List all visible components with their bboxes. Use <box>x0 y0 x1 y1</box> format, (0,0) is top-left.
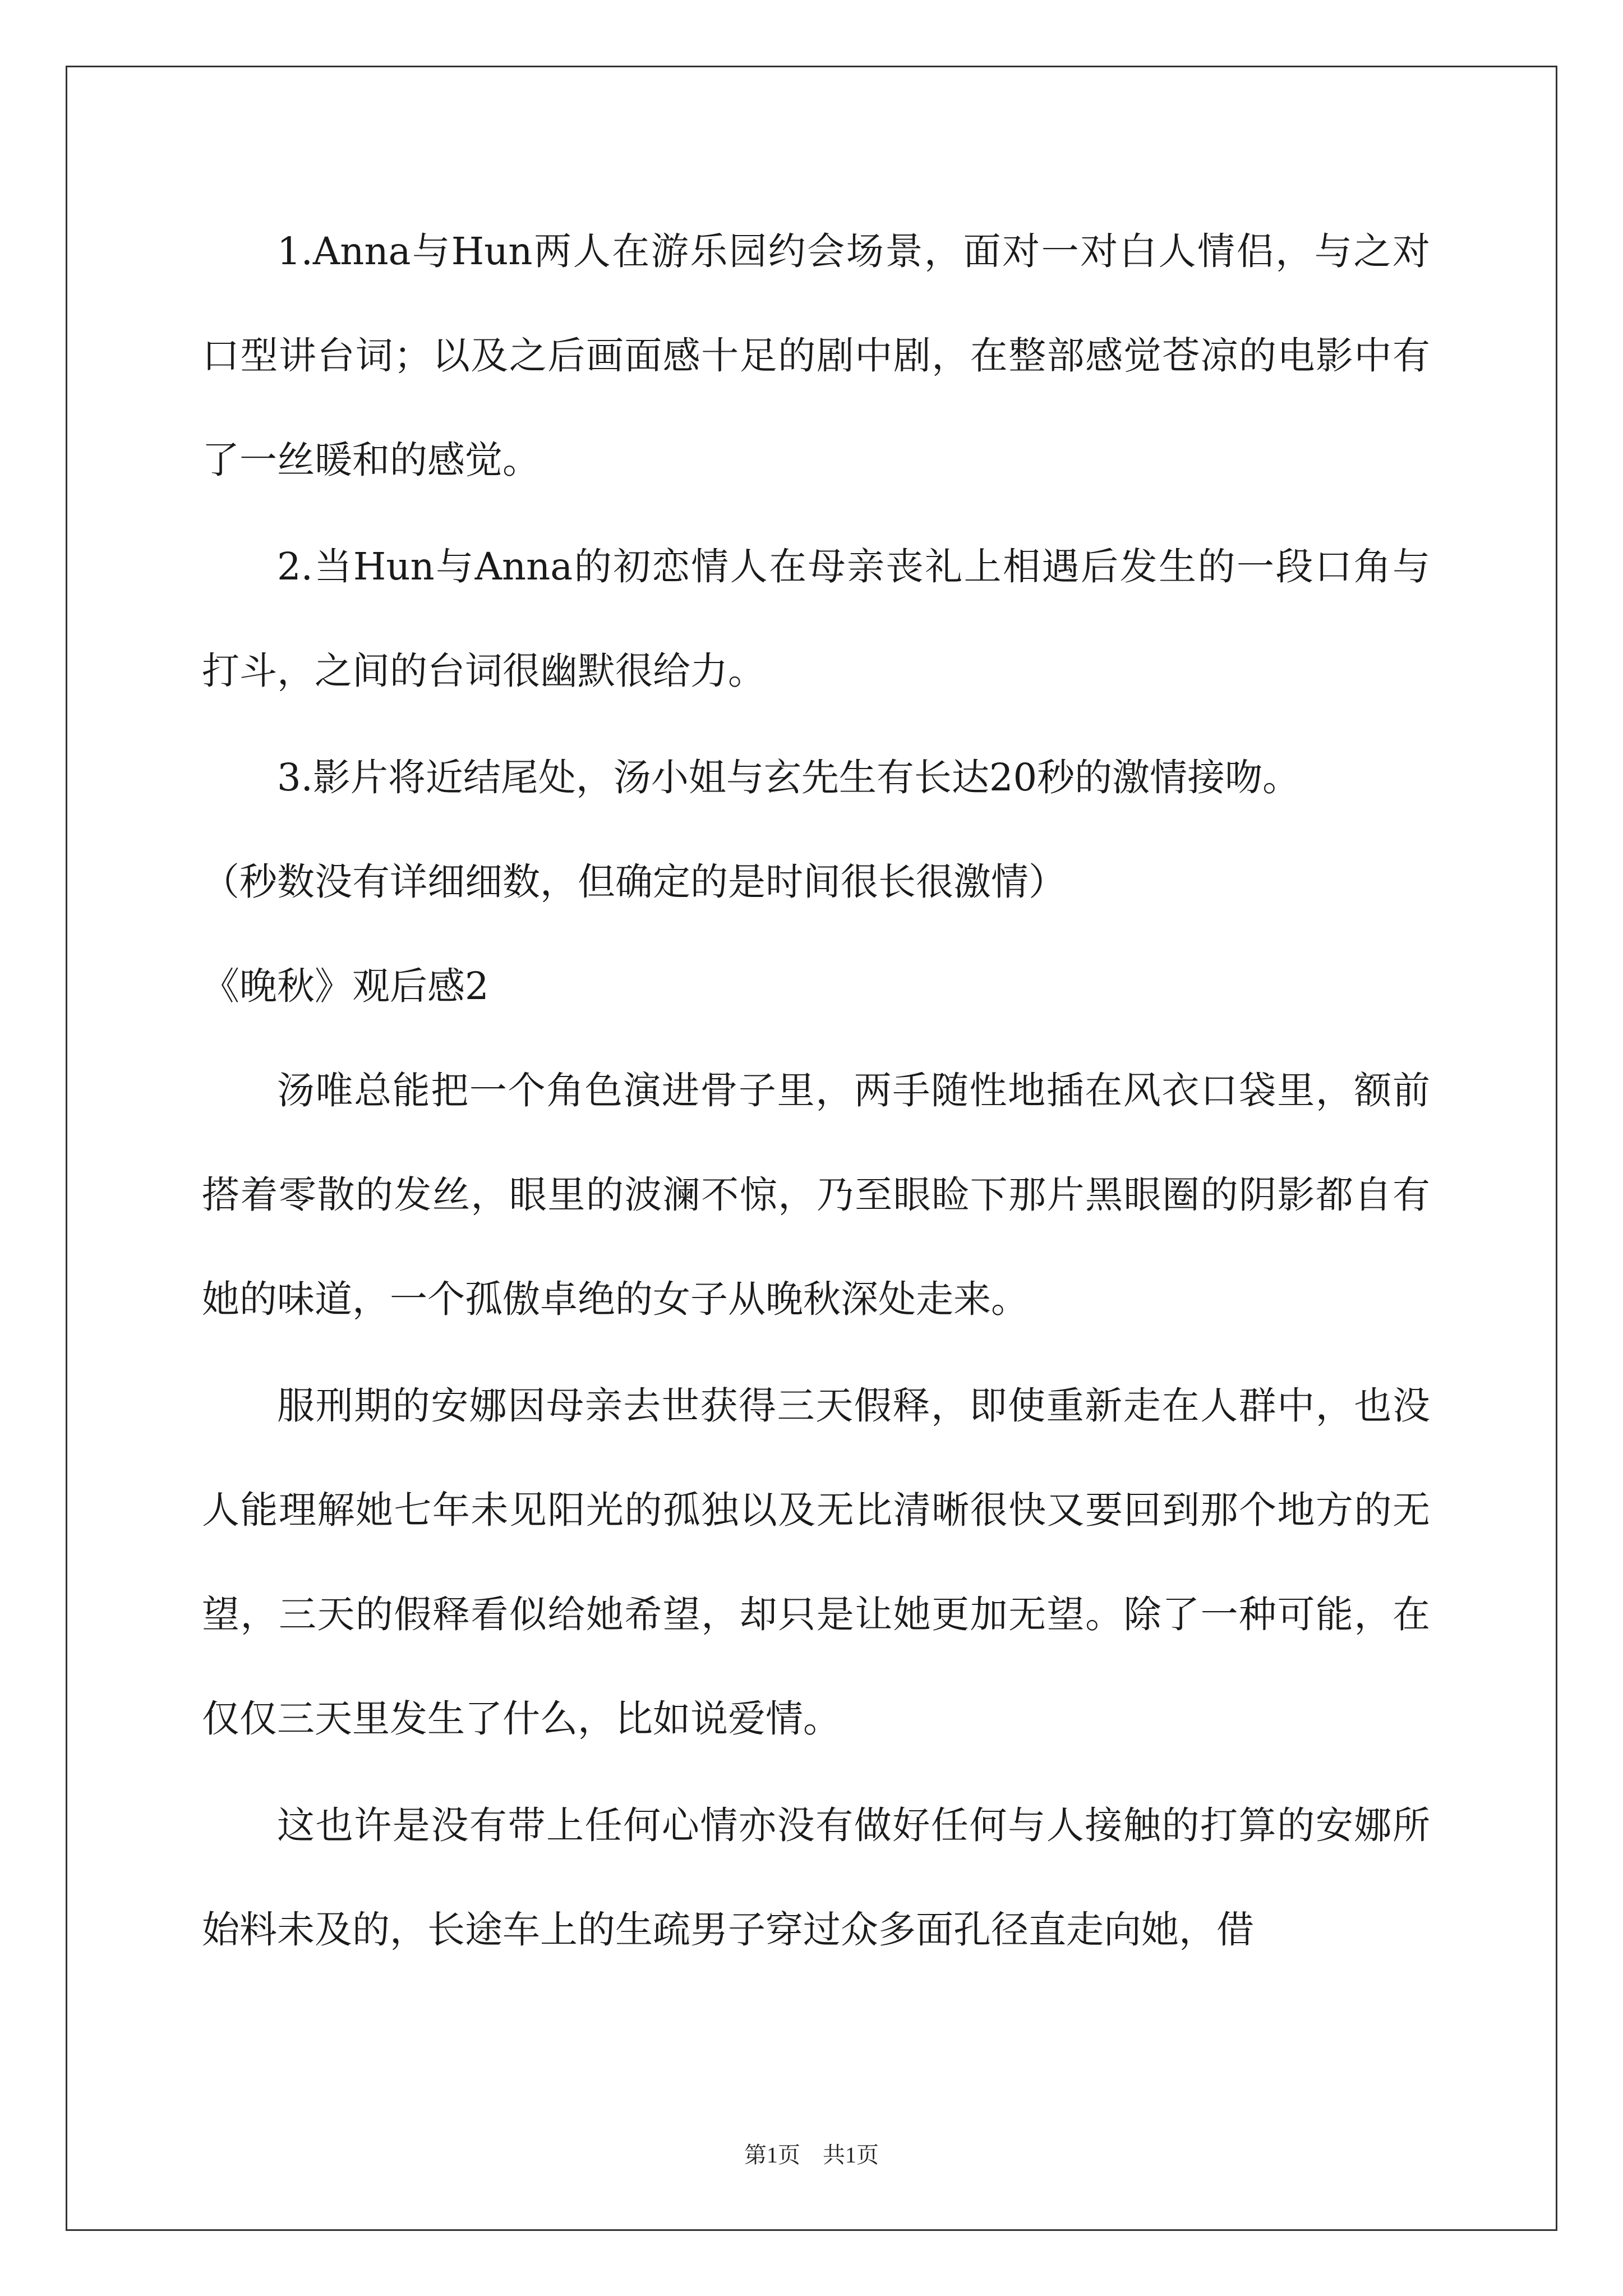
page-total: 共1页 <box>823 2142 879 2168</box>
section-title: 《晚秋》观后感2 <box>202 964 489 1008</box>
paragraph-3: 3.影片将近结尾处，汤小姐与玄先生有长达20秒的激情接吻。 <box>277 756 1301 799</box>
document-body <box>202 199 1430 1982</box>
page-number: 第1页 <box>744 2142 800 2168</box>
page-footer <box>0 2137 1623 2169</box>
paragraph-6: 这也许是没有带上任何心情亦没有做好任何与人接触的打算的安娜所始料未及的，长途车上的生疏男子穿过众多面孔径直走向她，借 <box>202 1803 1430 1952</box>
paragraph-2: 2.当Hun与Anna的初恋情人在母亲丧礼上相遇后发生的一段口角与打斗，之间的台词很幽默很给力。 <box>202 545 1430 693</box>
paragraph-4: 汤唯总能把一个角色演进骨子里，两手随性地插在风衣口袋里，额前搭着零散的发丝，眼里的波澜不惊，乃至眼睑下那片黑眼圈的阴影都自有她的味道，一个孤傲卓绝的女子从晚秋深处走来。 <box>202 1069 1430 1321</box>
paragraph-1: 1.Anna与Hun两人在游乐园约会场景，面对一对白人情侣，与之对口型讲台词；以及之后画面感十足的剧中剧，在整部感觉苍凉的电影中有了一丝暖和的感觉。 <box>202 229 1430 482</box>
paragraph-3-note: （秒数没有详细细数，但确定的是时间很长很激情） <box>202 860 1066 904</box>
paragraph-5: 服刑期的安娜因母亲去世获得三天假释，即使重新走在人群中，也没人能理解她七年未见阳光的孤独以及无比清晰很快又要回到那个地方的无望，三天的假释看似给她希望，却只是让她更加无望。除了一种可能，在仅仅三天里发生了什么，比如说爱情。 <box>202 1384 1430 1741</box>
